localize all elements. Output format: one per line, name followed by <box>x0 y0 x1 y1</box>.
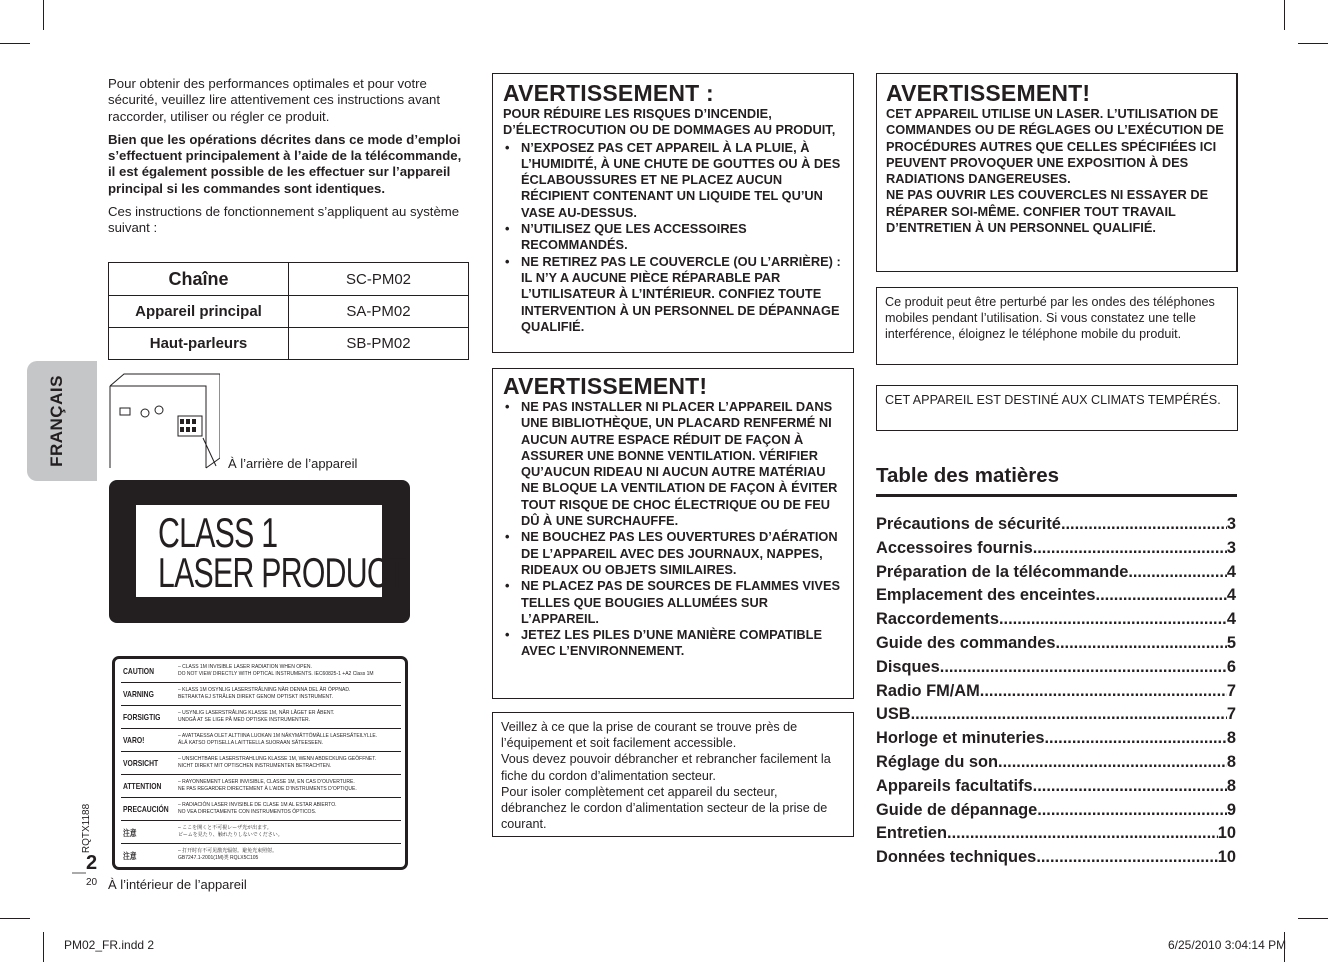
caution-row <box>121 754 401 775</box>
toc-item-page: 8 <box>1226 777 1236 795</box>
caution-lang: VARNING <box>123 689 154 699</box>
laser-label-text <box>158 509 406 596</box>
toc-item-page: 5 <box>1226 634 1236 652</box>
page-sub-number: 20 <box>86 877 98 888</box>
table-row <box>109 263 469 296</box>
toc-item-label: Horloge et minuteries <box>876 729 1045 747</box>
toc-item[interactable] <box>876 726 1236 748</box>
toc-item[interactable] <box>876 560 1236 582</box>
table-row <box>109 296 469 328</box>
crop-mark <box>0 43 30 44</box>
intro-text <box>108 76 470 244</box>
toc-divider <box>876 494 1237 497</box>
caution-text: DO NOT VIEW DIRECTLY WITH OPTICAL INSTRUMENTS. IEC60825-1 +A2 Class 1M <box>178 671 374 677</box>
caution-lang: VORSICHT <box>123 758 159 768</box>
toc-leader <box>947 824 1218 843</box>
caution-text: – CLASS 1M INVISIBLE LASER RADIATION WHEN OPEN. <box>178 664 312 670</box>
caution-lang: FORSIGTIG <box>123 712 161 722</box>
caution-row <box>121 823 401 844</box>
warning-item: • NE PAS INSTALLER NI PLACER L’APPAREIL DANS UNE BIBLIOTHÈQUE, UN PLACARD RENFERMÉ NI AUCUN AUTRE ESPACE RÉDUIT DE FAÇON À ASSURER UNE BONNE VENTILATION. VÉRIFIER QU’AUCUN RIDEAU NI AUCUN AUTRE MATÉRIAU NE BLOQUE LA VENTILATION DE FAÇON À ÉVITER TOUT RISQUE DE CHOC ÉLECTRIQUE OU DE FEU DÛ À UNE SURCHAUFFE. <box>503 399 845 529</box>
warning-lead: POUR RÉDUIRE LES RISQUES D’INCENDIE, D’ÉLECTROCUTION OU DE DOMMAGES AU PRODUIT, <box>503 106 836 138</box>
toc-leader <box>1061 515 1227 534</box>
toc-leader <box>998 753 1227 772</box>
toc-item-page: 7 <box>1226 682 1236 700</box>
rear-caption: À l’arrière de l’appareil <box>228 456 358 471</box>
table-cell-label: Haut-parleurs <box>109 328 289 360</box>
caution-text: – 打开时有不可见激光辐射。避免光束照射。 <box>178 848 278 854</box>
toc-leader <box>911 705 1227 724</box>
toc-item-label: Données techniques <box>876 848 1037 866</box>
table-cell-model: SB-PM02 <box>289 328 469 360</box>
caution-text: UNDGÅ AT SE LIGE PÅ MED OPTISKE INSTRUMENTER. <box>178 717 311 723</box>
intro-bold-paragraph: Bien que les opérations décrites dans ce mode d’emploi s’effectuent principalement à l’aide de la télécommande, il est également possible de les effectuer sur l’appareil principal si les commandes sont identiques. <box>108 131 462 196</box>
intro-paragraph: Pour obtenir des performances optimales et pour votre sécurité, veuillez lire attentivement ces instructions avant raccorder, utiliser ou régler ce produit. <box>108 76 441 124</box>
toc-leader <box>1037 801 1227 820</box>
toc-item-page: 3 <box>1226 539 1236 557</box>
caution-lang: 注意 <box>123 851 137 861</box>
toc-item[interactable] <box>876 512 1236 534</box>
caution-label <box>112 656 408 870</box>
climate-note <box>876 385 1238 431</box>
caution-text: ÄLÄ KATSO OPTISELLA LAITTEELLA SUORAAN SÄTEESEEN. <box>178 740 323 746</box>
caution-lang: CAUTION <box>123 666 154 676</box>
caution-text: – RAYONNEMENT LASER INVISIBLE, CLASSE 1M, EN CAS D’OUVERTURE. <box>178 779 355 785</box>
toc-item[interactable] <box>876 631 1236 653</box>
warning-text: NE PAS OUVRIR LES COUVERCLES NI ESSAYER DE RÉPARER SOI-MÊME. CONFIER TOUT TRAVAIL D’ENTRETIEN À UN PERSONNEL QUALIFIÉ. <box>886 187 1209 236</box>
toc-item-label: Guide des commandes <box>876 634 1056 652</box>
rear-unit-illustration <box>108 372 220 472</box>
warning-text: CET APPAREIL UTILISE UN LASER. L’UTILISATION DE COMMANDES OU DE RÉGLAGES OU L’EXÉCUTION DE PROCÉDURES AUTRES QUE CELLES SPÉCIFIÉES ICI PEUVENT PROVOQUER UNE EXPOSITION À DES RADIATIONS DANGEREUSES. <box>886 106 1224 187</box>
caution-text: NE PAS REGARDER DIRECTEMENT À L’AIDE D’INSTRUMENTS D’OPTIQUE. <box>178 786 357 792</box>
caution-row <box>121 800 401 821</box>
language-tab-label: FRANÇAIS <box>47 375 66 467</box>
toc-item-label: Entretien <box>876 824 948 842</box>
climate-note-text: CET APPAREIL EST DESTINÉ AUX CLIMATS TEMPÉRÉS. <box>885 393 1221 407</box>
toc-item-label: Préparation de la télécommande <box>876 563 1129 581</box>
toc-item-label: Emplacement des enceintes <box>876 586 1096 604</box>
toc-item-label: Raccordements <box>876 610 999 628</box>
toc-item-page: 8 <box>1226 729 1236 747</box>
toc-item-page: 6 <box>1226 658 1236 676</box>
warning-box-3 <box>876 73 1238 272</box>
caution-text: GB7247.1-2001(1M)类 RQLX5C105 <box>178 855 259 861</box>
phone-note-text: Ce produit peut être perturbé par les ondes des téléphones mobiles pendant l’utilisation. Si vous constatez une telle interférence, éloignez le téléphone mobile du produit. <box>885 295 1215 342</box>
crop-mark <box>1298 918 1328 919</box>
toc-leader <box>999 610 1227 629</box>
toc-leader <box>1128 563 1227 582</box>
caution-lang: PRECAUCIÓN <box>123 804 169 814</box>
toc-item[interactable] <box>876 679 1236 701</box>
toc-leader <box>1033 539 1227 558</box>
caution-row <box>121 708 401 729</box>
toc-leader <box>1036 848 1217 867</box>
system-table <box>108 262 469 360</box>
toc-item[interactable] <box>876 536 1236 558</box>
toc-item-label: Guide de dépannage <box>876 801 1038 819</box>
toc-leader <box>940 658 1227 677</box>
intro-paragraph: Ces instructions de fonctionnement s’appliquent au système suivant : <box>108 204 460 236</box>
footer-date: 6/25/2010 3:04:14 PM <box>1168 938 1287 952</box>
toc-item-label: Disques <box>876 658 940 676</box>
toc-item-label: Réglage du son <box>876 753 999 771</box>
caution-row <box>121 846 401 866</box>
toc-item-label: Appareils facultatifs <box>876 777 1033 795</box>
caution-text: – KLASS 1M OSYNLIG LASERSTRÅLNING NÄR DENNA DEL ÄR ÖPPNAD. <box>178 687 351 693</box>
toc-item-label: USB <box>876 705 911 723</box>
toc-item-page: 4 <box>1226 586 1236 604</box>
outlet-note <box>492 712 854 837</box>
crop-mark <box>1298 43 1328 44</box>
outlet-note-text: Pour isoler complètement cet appareil du secteur, débranchez le cordon d’alimentation secteur de la prise de courant. <box>501 784 828 832</box>
warning-box-2 <box>492 368 854 699</box>
toc-item-label: Accessoires fournis <box>876 539 1033 557</box>
warning-item: • NE BOUCHEZ PAS LES OUVERTURES D’AÉRATION DE L’APPAREIL AVEC DES JOURNAUX, NAPPES, RIDEAUX OU OBJETS SIMILAIRES. <box>503 529 845 578</box>
outlet-note-text: Veillez à ce que la prise de courant se trouve près de l’équipement et soit facilement accessible. <box>501 720 798 751</box>
caution-text: NO VEA DIRECTAMENTE CON INSTRUMENTOS ÓPTICOS. <box>178 809 317 815</box>
crop-mark <box>0 918 30 919</box>
table-cell-model: SA-PM02 <box>289 296 469 328</box>
warning-item: • NE RETIREZ PAS LE COUVERCLE (OU L’ARRIÈRE) : IL N’Y A AUCUNE PIÈCE RÉPARABLE PAR L’UTILISATEUR À L’INTÉRIEUR. CONFIEZ TOUTE INTERVENTION À UN PERSONNEL DE DÉPANNAGE QUALIFIÉ. <box>503 254 845 335</box>
toc-item[interactable] <box>876 798 1236 820</box>
caution-row <box>121 731 401 752</box>
toc-item-page: 7 <box>1226 705 1236 723</box>
toc-item-page: 9 <box>1226 801 1236 819</box>
caution-row <box>121 662 401 683</box>
toc-leader <box>1045 729 1227 748</box>
toc-item[interactable] <box>876 750 1236 772</box>
outlet-note-text: Vous devez pouvoir débrancher et rebrancher facilement la fiche du cordon d’alimentation secteur. <box>501 752 831 783</box>
toc-item[interactable] <box>876 583 1236 605</box>
footer-file: PM02_FR.indd 2 <box>64 938 155 952</box>
warning-title: AVERTISSEMENT : <box>503 80 714 106</box>
caution-lang: VARO! <box>123 735 145 745</box>
warning-item: • JETEZ LES PILES D’UNE MANIÈRE COMPATIBLE AVEC L’ENVIRONNEMENT. <box>503 627 845 660</box>
caution-text: – AVATTAESSA OLET ALTTIINA LUOKAN 1M NÄKYMÄTTÖMÄLLE LASERSÄTEILYLLE. <box>178 733 378 739</box>
toc-item[interactable] <box>876 821 1236 843</box>
toc-item[interactable] <box>876 607 1236 629</box>
caution-text: ビームを見たり、触れたりしないでください。 <box>178 832 283 838</box>
caution-text: NICHT DIREKT MIT OPTISCHEN INSTRUMENTEN BETRACHTEN. <box>178 763 332 769</box>
table-cell-model: SC-PM02 <box>289 263 469 296</box>
toc-leader <box>1055 634 1226 653</box>
table-row <box>109 328 469 360</box>
caution-text: – USYNLIG LASERSTRÅLING KLASSE 1M, NÅR LÅGET ER ÅBENT. <box>178 710 335 716</box>
inside-caption: À l’intérieur de l’appareil <box>108 877 247 892</box>
warning-item: • N’EXPOSEZ PAS CET APPAREIL À LA PLUIE, À L’HUMIDITÉ, À UNE CHUTE DE GOUTTES OU À DES ÉCLABOUSSURES ET NE PLACEZ AUCUN RÉCIPIENT CONTENANT UN LIQUIDE TEL QU’UN VASE AU-DESSUS. <box>503 140 845 221</box>
laser-product-label <box>109 480 410 623</box>
caution-text: – UNSICHTBARE LASERSTRAHLUNG KLASSE 1M, WENN ABDECKUNG GEÖFFNET. <box>178 756 377 762</box>
crop-mark <box>43 0 44 30</box>
toc-title: Table des matières <box>876 464 1060 487</box>
warning-list <box>503 140 845 336</box>
toc-item-label: Précautions de sécurité <box>876 515 1061 533</box>
caution-lang: ATTENTION <box>123 781 162 791</box>
laser-label-line: CLASS 1 <box>158 509 278 556</box>
page-number: 2 <box>86 852 98 874</box>
toc-item[interactable] <box>876 655 1236 677</box>
laser-label-line: LASER PRODUCT <box>158 549 406 596</box>
caution-text: – RADIACIÓN LASER INVISIBLE DE CLASE 1M AL ESTAR ABIERTO. <box>178 802 337 808</box>
warning-title: AVERTISSEMENT! <box>886 80 1091 106</box>
caution-text: – ここを開くと不可視レーザ光が出ます。 <box>178 825 272 831</box>
toc-item[interactable] <box>876 702 1236 724</box>
table-cell-label: Chaîne <box>109 263 289 296</box>
warning-box-1 <box>492 73 854 353</box>
toc-item[interactable] <box>876 774 1236 796</box>
toc-item-page: 4 <box>1226 563 1236 581</box>
phone-note <box>876 287 1238 365</box>
toc-item[interactable] <box>876 845 1236 867</box>
toc-item-page: 8 <box>1226 753 1236 771</box>
warning-item: • N’UTILISEZ QUE LES ACCESSOIRES RECOMMANDÉS. <box>503 221 845 254</box>
crop-mark <box>43 932 44 962</box>
caution-row <box>121 685 401 706</box>
caution-text: BETRAKTA EJ STRÅLEN DIREKT GENOM OPTISKT INSTRUMENT. <box>178 694 334 700</box>
warning-item: • NE PLACEZ PAS DE SOURCES DE FLAMMES VIVES TELLES QUE BOUGIES ALLUMÉES SUR L’APPAREIL. <box>503 578 845 627</box>
toc-leader <box>1033 777 1227 796</box>
caution-row <box>121 777 401 798</box>
toc-item-page: 4 <box>1226 610 1236 628</box>
toc-leader <box>1096 586 1227 605</box>
laser-label-inner <box>136 505 406 597</box>
page-number-underline <box>72 872 86 874</box>
toc-item-page: 10 <box>1217 848 1236 866</box>
warning-title: AVERTISSEMENT! <box>503 373 708 399</box>
warning-list <box>503 399 845 660</box>
toc-item-page: 3 <box>1226 515 1236 533</box>
crop-mark <box>1284 0 1285 30</box>
table-cell-label: Appareil principal <box>109 296 289 328</box>
toc-item-page: 10 <box>1217 824 1236 842</box>
toc-leader <box>980 682 1227 701</box>
doc-code-wrap <box>80 798 94 858</box>
toc-item-label: Radio FM/AM <box>876 682 980 700</box>
caution-lang: 注意 <box>123 828 137 838</box>
doc-code: RQTX1188 <box>81 803 93 853</box>
language-tab-label-wrap <box>30 361 84 481</box>
